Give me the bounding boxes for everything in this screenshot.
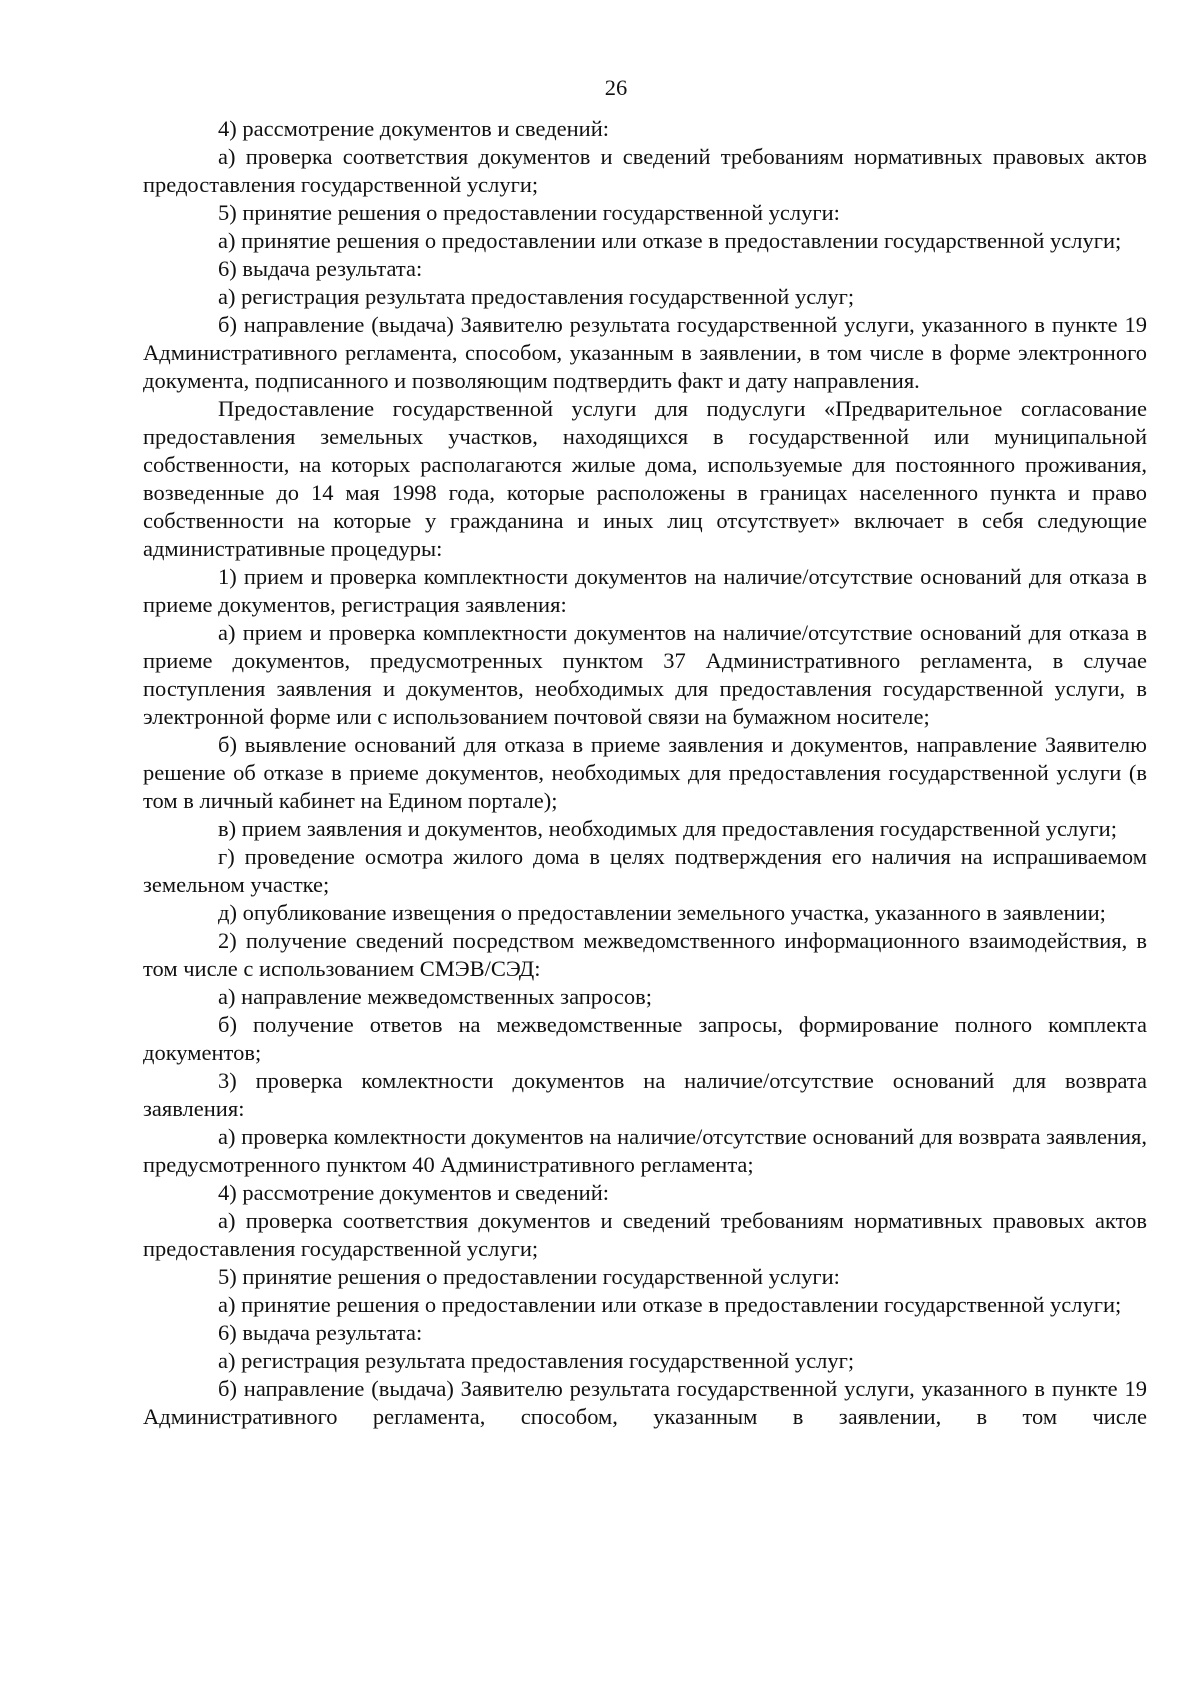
paragraph: 5) принятие решения о предоставлении государственной услуги: [218, 200, 840, 225]
paragraph: 6) выдача результата: [218, 256, 423, 281]
paragraph: а) регистрация результата предоставления государственной услуг; [218, 1348, 855, 1373]
paragraph: в) прием заявления и документов, необходимых для предоставления государственной услуги; [218, 816, 1117, 841]
paragraph: 4) рассмотрение документов и сведений: [218, 116, 610, 141]
paragraph: Предоставление государственной услуги для подуслуги «Предварительное согласование предоставления земельных участков, находящихся в государственной или муниципальной собственности, на которых располагаются жилые дома, используемые для постоянного проживания, возведенные до 14 мая 1998 года, которые расположены в границах населенного пункта и право собственности на которые у гражданина и иных лиц отсутствует» включает в себя следующие административные процедуры: [143, 396, 1147, 561]
document-body [143, 115, 1147, 1431]
paragraph: 6) выдача результата: [218, 1320, 423, 1345]
paragraph: 2) получение сведений посредством межведомственного информационного взаимодействия, в том числе с использованием СМЭВ/СЭД: [143, 928, 1147, 981]
paragraph: б) получение ответов на межведомственные запросы, формирование полного комплекта документов; [143, 1012, 1147, 1065]
paragraph: 4) рассмотрение документов и сведений: [218, 1180, 610, 1205]
paragraph: б) направление (выдача) Заявителю результата государственной услуги, указанного в пункте 19 Административного регламента, способом, указанным в заявлении, в том числе в форме электронного документа, подписанного и позволяющим подтвердить факт и дату направления. [143, 312, 1147, 393]
paragraph: а) принятие решения о предоставлении или отказе в предоставлении государственной услуги; [218, 1292, 1122, 1317]
paragraph: а) прием и проверка комплектности документов на наличие/отсутствие оснований для отказа в приеме документов, предусмотренных пунктом 37 Административного регламента, в случае поступления заявления и документов, необходимых для предоставления государственной услуги, в электронной форме или с использованием почтовой связи на бумажном носителе; [143, 620, 1147, 729]
paragraph: а) проверка комлектности документов на наличие/отсутствие оснований для возврата заявления, предусмотренного пунктом 40 Административного регламента; [143, 1124, 1147, 1177]
page-number: 26 [604, 75, 628, 100]
paragraph: а) проверка соответствия документов и сведений требованиям нормативных правовых актов предоставления государственной услуги; [143, 144, 1147, 197]
paragraph: 5) принятие решения о предоставлении государственной услуги: [218, 1264, 840, 1289]
paragraph: 3) проверка комлектности документов на наличие/отсутствие оснований для возврата заявления: [143, 1068, 1147, 1121]
paragraph: д) опубликование извещения о предоставлении земельного участка, указанного в заявлении; [218, 900, 1106, 925]
paragraph-continued: б) направление (выдача) Заявителю результата государственной услуги, указанного в пункте 19 Административного регламента, способом, указанным в заявлении, в том числе [143, 1376, 1147, 1429]
paragraph: а) принятие решения о предоставлении или отказе в предоставлении государственной услуги; [218, 228, 1122, 253]
paragraph: г) проведение осмотра жилого дома в целях подтверждения его наличия на испрашиваемом земельном участке; [143, 844, 1147, 897]
paragraph: а) направление межведомственных запросов; [218, 984, 652, 1009]
paragraph: а) регистрация результата предоставления государственной услуг; [218, 284, 855, 309]
paragraph: б) выявление оснований для отказа в приеме заявления и документов, направление Заявителю решение об отказе в приеме документов, необходимых для предоставления государственной услуги (в том в личный кабинет на Едином портале); [143, 732, 1147, 813]
paragraph: а) проверка соответствия документов и сведений требованиям нормативных правовых актов предоставления государственной услуги; [143, 1208, 1147, 1261]
paragraph: 1) прием и проверка комплектности документов на наличие/отсутствие оснований для отказа в приеме документов, регистрация заявления: [143, 564, 1147, 617]
